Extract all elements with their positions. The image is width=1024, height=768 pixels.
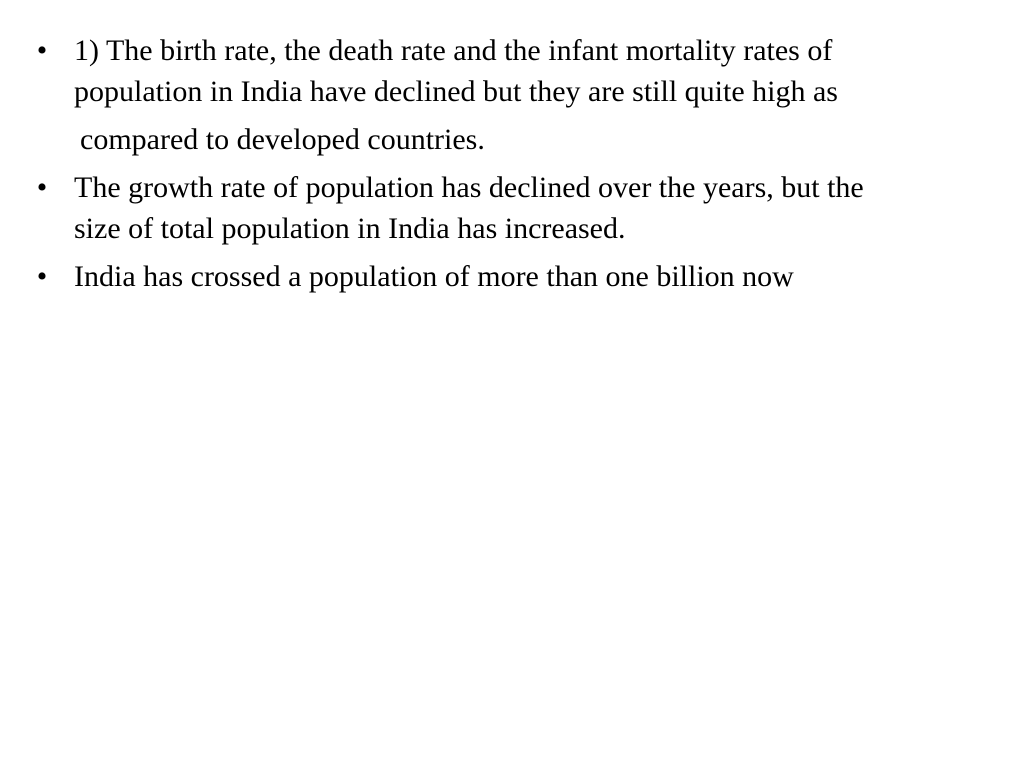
bullet-line: 1) The birth rate, the death rate and the infant mortality rates of (74, 34, 833, 67)
bullet-item-billion (32, 256, 992, 297)
bullet-list (32, 30, 992, 304)
bullet-dot-icon: • (36, 34, 48, 67)
bullet-line: India has crossed a population of more than one billion now (74, 260, 794, 293)
bullet-line: The growth rate of population has declined over the years, but the (74, 171, 864, 204)
bullet-dot-icon: • (36, 171, 48, 204)
bullet-item-growth-rate (32, 167, 992, 249)
bullet-line: population in India have declined but they are still quite high as (74, 75, 838, 108)
bullet-line: compared to developed countries. (80, 123, 485, 156)
bullet-line: size of total population in India has increased. (74, 212, 626, 245)
bullet-dot-icon: • (36, 260, 48, 293)
bullet-item-vital-rates (32, 30, 992, 160)
